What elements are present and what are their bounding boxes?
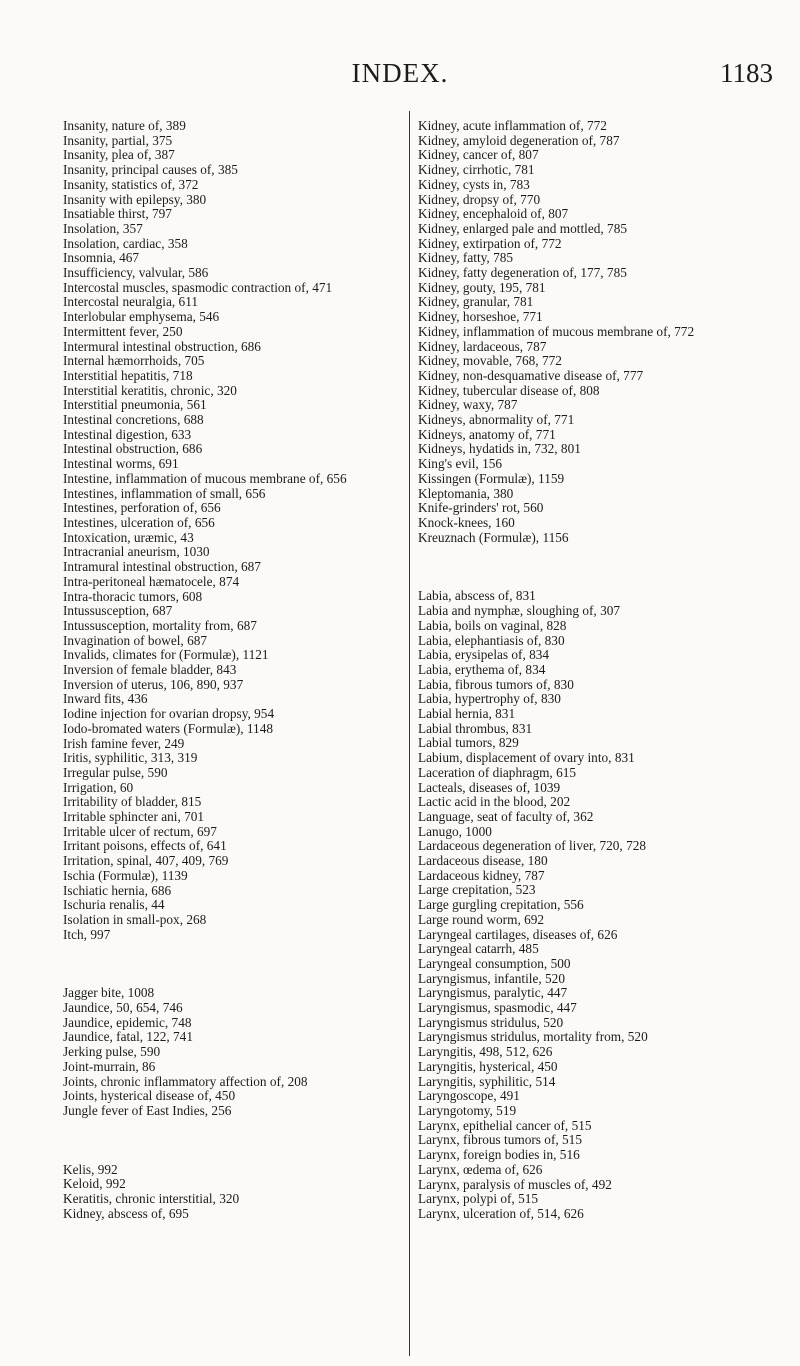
index-entry: Kidney, acute inflammation of, 772 bbox=[418, 118, 607, 133]
index-entry: Insanity, statistics of, 372 bbox=[63, 176, 199, 192]
index-entry: Iodo-bromated waters (Formulæ), 1148 bbox=[63, 720, 273, 736]
index-entry: Larynx, œdema of, 626 bbox=[418, 1161, 543, 1177]
index-entry: Larynx, foreign bodies in, 516 bbox=[418, 1147, 580, 1163]
index-entry: Interstitial hepatitis, 718 bbox=[63, 367, 193, 383]
index-entry: Large round worm, 692 bbox=[418, 911, 545, 927]
index-entry: Interlobular emphysema, 546 bbox=[63, 309, 220, 325]
index-entry: Lardaceous disease, 180 bbox=[418, 853, 548, 869]
index-entry: Kidney, horseshoe, 771 bbox=[418, 309, 543, 325]
index-entry: Intussusception, 687 bbox=[63, 603, 173, 619]
index-entry: Intercostal neuralgia, 611 bbox=[63, 294, 199, 310]
index-entry: Kidneys, anatomy of, 771 bbox=[418, 426, 556, 442]
index-entry: Labial thrombus, 831 bbox=[418, 720, 533, 736]
index-entry: Kidney, non-desquamative disease of, 777 bbox=[418, 367, 644, 383]
index-entry: Ischiatic hernia, 686 bbox=[63, 882, 172, 898]
index-entry: Jaundice, epidemic, 748 bbox=[63, 1014, 192, 1030]
index-entry: Kidney, inflammation of mucous membrane of, 772 bbox=[418, 323, 695, 339]
index-entry: Intoxication, uræmic, 43 bbox=[63, 529, 194, 545]
index-entry: Large crepitation, 523 bbox=[418, 882, 536, 898]
index-entry: Laryngeal consumption, 500 bbox=[418, 955, 571, 971]
index-entry: Lardaceous degeneration of liver, 720, 728 bbox=[418, 838, 647, 854]
index-entry: Lactic acid in the blood, 202 bbox=[418, 794, 571, 810]
index-entry: Iritis, syphilitic, 313, 319 bbox=[63, 750, 198, 766]
index-entry: Kidney, amyloid degeneration of, 787 bbox=[418, 132, 620, 148]
section-gap bbox=[63, 942, 403, 986]
index-entry: King's evil, 156 bbox=[418, 456, 503, 472]
page-title: INDEX. bbox=[351, 58, 449, 88]
index-entry: Intra-thoracic tumors, 608 bbox=[63, 588, 203, 604]
index-entry: Insanity, partial, 375 bbox=[63, 132, 173, 148]
index-entry: Kidney, extirpation of, 772 bbox=[418, 235, 562, 251]
index-entry: Intestines, inflammation of small, 656 bbox=[63, 485, 266, 501]
index-entry: Large gurgling crepitation, 556 bbox=[418, 897, 584, 913]
index-entry: Intra-peritoneal hæmatocele, 874 bbox=[63, 573, 240, 589]
index-entry: Intestine, inflammation of mucous membrane of, 656 bbox=[63, 470, 347, 486]
index-entry: Intestinal obstruction, 686 bbox=[63, 441, 203, 457]
index-entry: Intercostal muscles, spasmodic contraction of, 471 bbox=[63, 279, 333, 295]
page-number: 1183 bbox=[720, 58, 773, 88]
index-entry: Kidney, cancer of, 807 bbox=[418, 147, 539, 163]
index-entry: Intermural intestinal obstruction, 686 bbox=[63, 338, 261, 354]
index-entry: Insanity with epilepsy, 380 bbox=[63, 191, 207, 207]
index-entry: Labial tumors, 829 bbox=[418, 735, 519, 751]
index-entry: Insanity, nature of, 389 bbox=[63, 118, 186, 133]
index-entry: Jaundice, fatal, 122, 741 bbox=[63, 1029, 193, 1045]
index-entry: Insolation, 357 bbox=[63, 220, 143, 236]
index-entry: Kidney, waxy, 787 bbox=[418, 397, 518, 413]
index-entry: Kissingen (Formulæ), 1159 bbox=[418, 470, 565, 486]
index-entry: Invagination of bowel, 687 bbox=[63, 632, 208, 648]
index-entry: Laryngismus, spasmodic, 447 bbox=[418, 1000, 577, 1016]
index-entry: Jungle fever of East Indies, 256 bbox=[63, 1103, 232, 1118]
index-entry: Iodine injection for ovarian dropsy, 954 bbox=[63, 706, 275, 722]
index-entry: Labia, erysipelas of, 834 bbox=[418, 647, 550, 663]
index-entry: Intramural intestinal obstruction, 687 bbox=[63, 559, 261, 575]
left-column bbox=[63, 119, 403, 1222]
index-entry: Larynx, paralysis of muscles of, 492 bbox=[418, 1176, 612, 1192]
index-entry: Labia, erythema of, 834 bbox=[418, 661, 546, 677]
index-entry: Kidney, gouty, 195, 781 bbox=[418, 279, 546, 295]
index-entry: Irish famine fever, 249 bbox=[63, 735, 185, 751]
index-entry: Laryngismus stridulus, mortality from, 520 bbox=[418, 1029, 648, 1045]
index-entry: Laceration of diaphragm, 615 bbox=[418, 764, 577, 780]
index-entry: Intestinal digestion, 633 bbox=[63, 426, 192, 442]
index-entry: Intracranial aneurism, 1030 bbox=[63, 544, 210, 560]
index-entry: Labium, displacement of ovary into, 831 bbox=[418, 750, 635, 766]
index-entry: Jagger bite, 1008 bbox=[63, 985, 155, 1001]
index-entry: Kidney, cirrhotic, 781 bbox=[418, 162, 535, 178]
index-entry: Kleptomania, 380 bbox=[418, 485, 514, 501]
index-entry: Larynx, epithelial cancer of, 515 bbox=[418, 1117, 592, 1133]
index-entry: Itch, 997 bbox=[63, 926, 111, 942]
index-entry: Labia, fibrous tumors of, 830 bbox=[418, 676, 574, 692]
index-entry: Irritable ulcer of rectum, 697 bbox=[63, 823, 217, 839]
index-entry: Language, seat of faculty of, 362 bbox=[418, 808, 594, 824]
index-entry: Labia and nymphæ, sloughing of, 307 bbox=[418, 603, 621, 619]
section-gap bbox=[418, 545, 763, 589]
index-entry: Ischia (Formulæ), 1139 bbox=[63, 867, 188, 883]
index-entry: Laryngismus stridulus, 520 bbox=[418, 1014, 564, 1030]
right-column bbox=[418, 119, 763, 1222]
index-entry: Interstitial pneumonia, 561 bbox=[63, 397, 207, 413]
index-entry: Intestinal worms, 691 bbox=[63, 456, 179, 472]
index-entry: Insatiable thirst, 797 bbox=[63, 206, 172, 222]
index-entry: Intestinal concretions, 688 bbox=[63, 412, 204, 428]
index-entry: Labia, abscess of, 831 bbox=[418, 588, 536, 604]
index-entry: Laryngitis, syphilitic, 514 bbox=[418, 1073, 556, 1089]
index-entry: Intussusception, mortality from, 687 bbox=[63, 617, 257, 633]
index-entry: Labia, hypertrophy of, 830 bbox=[418, 691, 561, 707]
index-entry: Irritable sphincter ani, 701 bbox=[63, 809, 205, 825]
index-entry: Laryngoscope, 491 bbox=[418, 1088, 520, 1104]
index-entry: Irritability of bladder, 815 bbox=[63, 794, 202, 810]
index-entry: Larynx, ulceration of, 514, 626 bbox=[418, 1205, 584, 1221]
index-entry: Jerking pulse, 590 bbox=[63, 1044, 161, 1060]
index-entry: Labial hernia, 831 bbox=[418, 706, 516, 722]
index-entry: Irrigation, 60 bbox=[63, 779, 134, 795]
index-entry: Insufficiency, valvular, 586 bbox=[63, 265, 209, 281]
index-entry: Isolation in small-pox, 268 bbox=[63, 911, 207, 927]
index-entry: Kidneys, abnormality of, 771 bbox=[418, 412, 575, 428]
index-entry: Inversion of uterus, 106, 890, 937 bbox=[63, 676, 244, 692]
index-entry: Kidney, cysts in, 783 bbox=[418, 176, 530, 192]
index-entry: Invalids, climates for (Formulæ), 1121 bbox=[63, 647, 269, 663]
index-entry: Joints, chronic inflammatory affection of, 208 bbox=[63, 1073, 308, 1089]
index-entry: Kidney, granular, 781 bbox=[418, 294, 534, 310]
index-entry: Kelis, 992 bbox=[63, 1161, 118, 1177]
index-entry: Irritation, spinal, 407, 409, 769 bbox=[63, 853, 229, 869]
index-entry: Joints, hysterical disease of, 450 bbox=[63, 1088, 236, 1104]
index-entry: Kidney, encephaloid of, 807 bbox=[418, 206, 569, 222]
index-entry: Kidney, fatty degeneration of, 177, 785 bbox=[418, 265, 627, 281]
index-entry: Larynx, fibrous tumors of, 515 bbox=[418, 1132, 582, 1148]
index-entry: Intestines, perforation of, 656 bbox=[63, 500, 221, 516]
index-entry: Labia, elephantiasis of, 830 bbox=[418, 632, 565, 648]
index-entry: Kidney, lardaceous, 787 bbox=[418, 338, 547, 354]
index-entry: Kreuznach (Formulæ), 1156 bbox=[418, 529, 569, 545]
index-entry: Kidney, dropsy of, 770 bbox=[418, 191, 541, 207]
index-entry: Internal hæmorrhoids, 705 bbox=[63, 353, 205, 369]
column-divider bbox=[409, 111, 410, 1356]
index-entry: Inward fits, 436 bbox=[63, 691, 148, 707]
index-entry: Knock-knees, 160 bbox=[418, 514, 515, 530]
index-entry: Kidney, tubercular disease of, 808 bbox=[418, 382, 600, 398]
index-entry: Joint-murrain, 86 bbox=[63, 1058, 156, 1074]
index-entry: Lacteals, diseases of, 1039 bbox=[418, 779, 561, 795]
section-gap bbox=[63, 1119, 403, 1163]
index-entry: Insolation, cardiac, 358 bbox=[63, 235, 188, 251]
index-entry: Inversion of female bladder, 843 bbox=[63, 662, 237, 678]
index-entry: Kidney, enlarged pale and mottled, 785 bbox=[418, 220, 627, 236]
index-entry: Laryngismus, paralytic, 447 bbox=[418, 985, 568, 1001]
index-entry: Jaundice, 50, 654, 746 bbox=[63, 1000, 183, 1016]
index-entry: Kidney, abscess of, 695 bbox=[63, 1205, 189, 1221]
index-entry: Labia, boils on vaginal, 828 bbox=[418, 617, 567, 633]
index-entry: Laryngeal cartilages, diseases of, 626 bbox=[418, 926, 618, 942]
index-entry: Lanugo, 1000 bbox=[418, 823, 492, 839]
index-entry: Kidney, movable, 768, 772 bbox=[418, 353, 562, 369]
index-entry: Ischuria renalis, 44 bbox=[63, 897, 165, 913]
index-entry: Kidney, fatty, 785 bbox=[418, 250, 514, 266]
index-entry: Laryngismus, infantile, 520 bbox=[418, 970, 565, 986]
index-entry: Insanity, principal causes of, 385 bbox=[63, 162, 238, 178]
index-entry: Intermittent fever, 250 bbox=[63, 323, 183, 339]
index-entry: Irritant poisons, effects of, 641 bbox=[63, 838, 227, 854]
index-entry: Keloid, 992 bbox=[63, 1176, 126, 1192]
index-entry: Lardaceous kidney, 787 bbox=[418, 867, 545, 883]
index-entry: Intestines, ulceration of, 656 bbox=[63, 514, 215, 530]
index-entry: Insomnia, 467 bbox=[63, 250, 140, 266]
index-entry: Laryngeal catarrh, 485 bbox=[418, 941, 539, 957]
index-entry: Laryngotomy, 519 bbox=[418, 1103, 517, 1118]
index-entry: Laryngitis, 498, 512, 626 bbox=[418, 1044, 553, 1060]
index-entry: Irregular pulse, 590 bbox=[63, 764, 168, 780]
index-entry: Larynx, polypi of, 515 bbox=[418, 1191, 539, 1207]
index-entry: Insanity, plea of, 387 bbox=[63, 147, 175, 163]
index-entry: Keratitis, chronic interstitial, 320 bbox=[63, 1191, 240, 1207]
index-entry: Kidneys, hydatids in, 732, 801 bbox=[418, 441, 581, 457]
index-entry: Laryngitis, hysterical, 450 bbox=[418, 1058, 558, 1074]
index-entry: Knife-grinders' rot, 560 bbox=[418, 500, 544, 516]
index-entry: Interstitial keratitis, chronic, 320 bbox=[63, 382, 237, 398]
